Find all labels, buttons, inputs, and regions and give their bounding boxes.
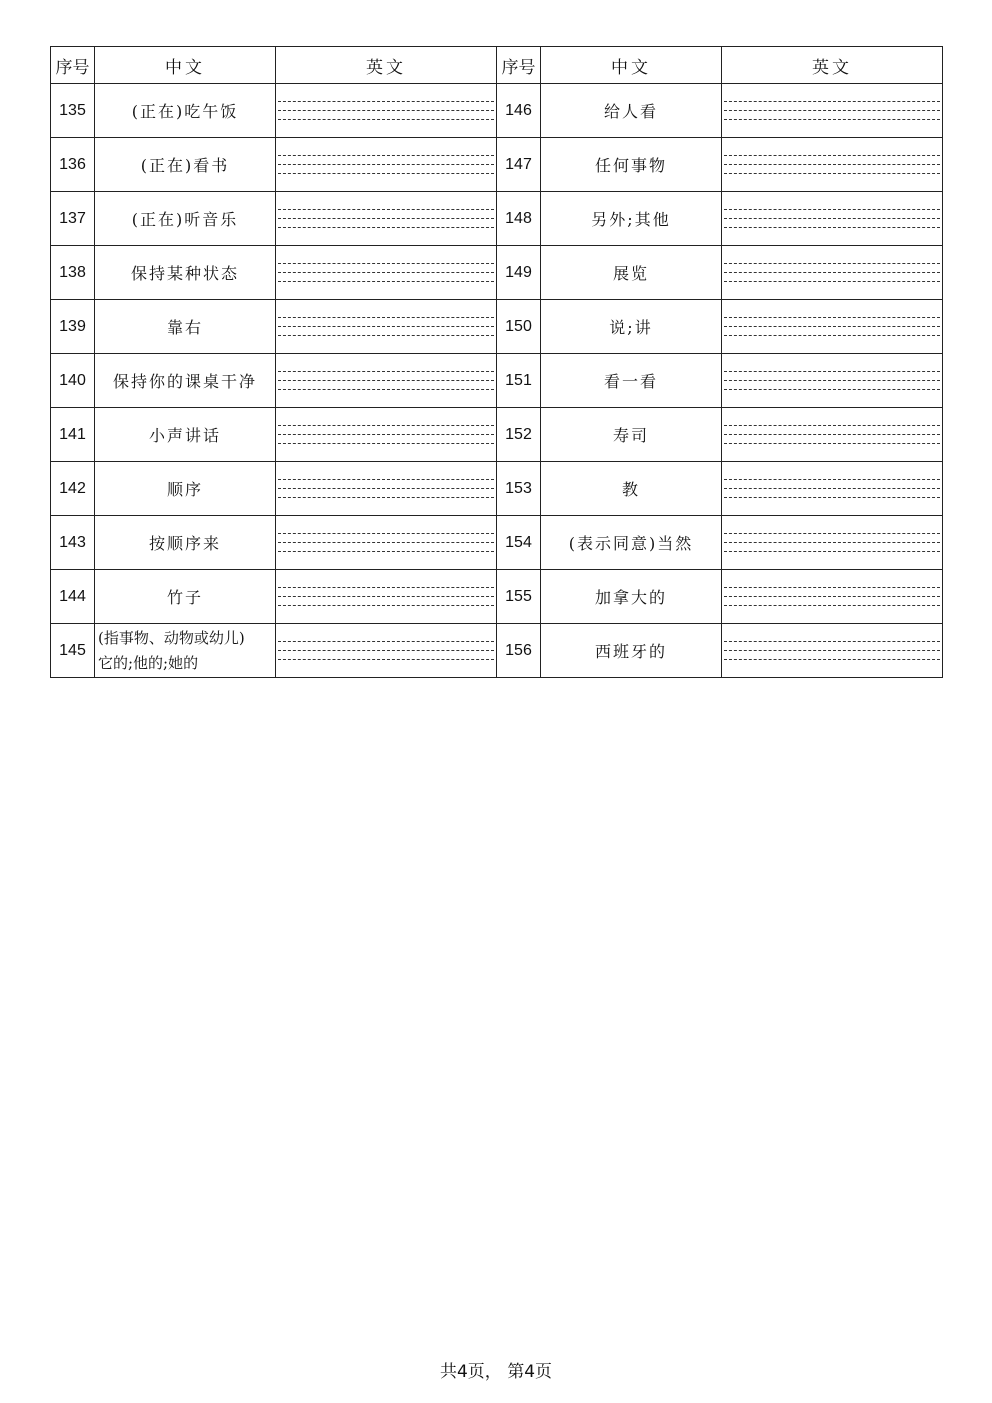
item-number: 150 [497,300,541,354]
english-answer-field[interactable] [276,246,497,300]
chinese-term-line1: (指事物、动物或幼儿) [98,628,245,647]
item-number: 155 [497,570,541,624]
english-answer-field[interactable] [722,624,943,678]
english-answer-field[interactable] [276,84,497,138]
item-number: 135 [51,84,95,138]
header-row [51,47,943,84]
table-row [51,192,943,246]
item-number: 140 [51,354,95,408]
item-number: 147 [497,138,541,192]
item-number: 142 [51,462,95,516]
english-answer-field[interactable] [722,408,943,462]
chinese-term: 小声讲话 [95,408,276,462]
header-number: 序号 [497,47,541,84]
chinese-term: 加拿大的 [541,570,722,624]
english-answer-field[interactable] [276,570,497,624]
item-number: 156 [497,624,541,678]
item-number: 146 [497,84,541,138]
chinese-term: 保持某种状态 [95,246,276,300]
table-row [51,300,943,354]
item-number: 136 [51,138,95,192]
english-answer-field[interactable] [722,84,943,138]
item-number: 141 [51,408,95,462]
chinese-term-line2: 它的;他的;她的 [98,653,199,672]
header-chinese: 中文 [541,47,722,84]
item-number: 151 [497,354,541,408]
header-number: 序号 [51,47,95,84]
item-number: 143 [51,516,95,570]
chinese-term: 按顺序来 [95,516,276,570]
vocabulary-table [50,46,943,678]
item-number: 144 [51,570,95,624]
item-number: 149 [497,246,541,300]
table-row [51,84,943,138]
english-answer-field[interactable] [722,300,943,354]
table-row [51,408,943,462]
english-answer-field[interactable] [276,624,497,678]
item-number: 145 [51,624,95,678]
table-row [51,138,943,192]
english-answer-field[interactable] [276,354,497,408]
item-number: 137 [51,192,95,246]
english-answer-field[interactable] [722,570,943,624]
header-english: 英文 [722,47,943,84]
table-row [51,246,943,300]
english-answer-field[interactable] [722,138,943,192]
chinese-term: 竹子 [95,570,276,624]
english-answer-field[interactable] [722,354,943,408]
chinese-term: 看一看 [541,354,722,408]
chinese-term: 西班牙的 [541,624,722,678]
chinese-term: 顺序 [95,462,276,516]
chinese-term [95,624,276,678]
item-number: 138 [51,246,95,300]
english-answer-field[interactable] [276,300,497,354]
chinese-term: 另外;其他 [541,192,722,246]
english-answer-field[interactable] [722,192,943,246]
chinese-term: 教 [541,462,722,516]
table-row [51,570,943,624]
item-number: 148 [497,192,541,246]
english-answer-field[interactable] [722,516,943,570]
english-answer-field[interactable] [722,246,943,300]
chinese-term: 任何事物 [541,138,722,192]
chinese-term: (正在)吃午饭 [95,84,276,138]
chinese-term: 靠右 [95,300,276,354]
item-number: 152 [497,408,541,462]
page-footer: 共4页， 第4页 [439,1362,553,1382]
item-number: 139 [51,300,95,354]
chinese-term: 保持你的课桌干净 [95,354,276,408]
chinese-term: 说;讲 [541,300,722,354]
table-row [51,462,943,516]
english-answer-field[interactable] [276,138,497,192]
header-chinese: 中文 [95,47,276,84]
english-answer-field[interactable] [276,192,497,246]
item-number: 154 [497,516,541,570]
english-answer-field[interactable] [276,516,497,570]
header-english: 英文 [276,47,497,84]
chinese-term: 寿司 [541,408,722,462]
chinese-term: (表示同意)当然 [541,516,722,570]
english-answer-field[interactable] [276,408,497,462]
chinese-term: (正在)看书 [95,138,276,192]
item-number: 153 [497,462,541,516]
chinese-term: 给人看 [541,84,722,138]
table-row [51,354,943,408]
table-row [51,516,943,570]
chinese-term: 展览 [541,246,722,300]
english-answer-field[interactable] [276,462,497,516]
english-answer-field[interactable] [722,462,943,516]
table-row [51,624,943,678]
chinese-term: (正在)听音乐 [95,192,276,246]
